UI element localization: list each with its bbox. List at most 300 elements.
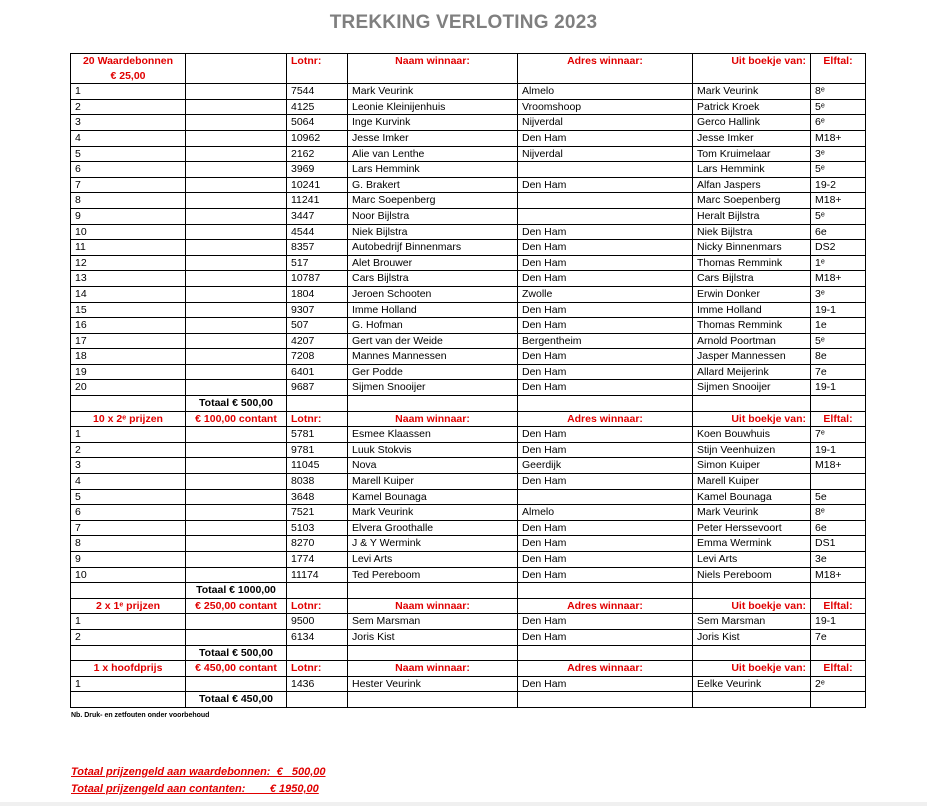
- cell-rank: 8: [71, 193, 186, 209]
- cell-lotnr: 3969: [287, 162, 348, 178]
- header-elftal: Elftal:: [811, 661, 866, 677]
- cell-booklet-owner: Simon Kuiper: [693, 458, 811, 474]
- cell-lotnr: 11045: [287, 458, 348, 474]
- cell-lotnr: 9500: [287, 614, 348, 630]
- table-row: [71, 333, 866, 349]
- cell-booklet-owner: Koen Bouwhuis: [693, 427, 811, 443]
- cell-empty: [693, 692, 811, 708]
- table-row: [71, 427, 866, 443]
- cell-winner-address: Almelo: [518, 84, 693, 100]
- cell-empty: [71, 583, 186, 599]
- cell-empty: [186, 458, 287, 474]
- cell-winner-address: Den Ham: [518, 318, 693, 334]
- cell-rank: 5: [71, 489, 186, 505]
- table-row: [71, 536, 866, 552]
- cell-empty: [186, 520, 287, 536]
- cell-empty: [693, 645, 811, 661]
- cell-booklet-owner: Jasper Mannessen: [693, 349, 811, 365]
- cell-winner-name: G. Hofman: [348, 318, 518, 334]
- cell-winner-address: Den Ham: [518, 536, 693, 552]
- cell-winner-name: Ger Podde: [348, 364, 518, 380]
- cell-winner-name: Gert van der Weide: [348, 333, 518, 349]
- section-total: Totaal € 500,00: [186, 645, 287, 661]
- cell-empty: [186, 676, 287, 692]
- cell-winner-name: Inge Kurvink: [348, 115, 518, 131]
- cell-booklet-owner: Allard Meijerink: [693, 364, 811, 380]
- cell-winner-name: Sem Marsman: [348, 614, 518, 630]
- cell-lotnr: 4125: [287, 99, 348, 115]
- cell-empty: [186, 427, 287, 443]
- cell-lotnr: 2162: [287, 146, 348, 162]
- cell-lotnr: 507: [287, 318, 348, 334]
- cell-rank: 4: [71, 474, 186, 490]
- cell-rank: 10: [71, 567, 186, 583]
- header-elftal: Elftal:: [811, 54, 866, 84]
- header-boekje: Uit boekje van:: [693, 54, 811, 84]
- table-row: [71, 520, 866, 536]
- cell-empty: [518, 645, 693, 661]
- cell-rank: 2: [71, 629, 186, 645]
- cell-rank: 7: [71, 520, 186, 536]
- cell-team: M18+: [811, 271, 866, 287]
- cell-winner-name: Imme Holland: [348, 302, 518, 318]
- cell-empty: [518, 692, 693, 708]
- header-boekje: Uit boekje van:: [693, 411, 811, 427]
- cell-booklet-owner: Mark Veurink: [693, 84, 811, 100]
- page-title: TREKKING VERLOTING 2023: [329, 12, 598, 33]
- cell-rank: 1: [71, 427, 186, 443]
- table-row: [71, 224, 866, 240]
- cell-booklet-owner: Arnold Poortman: [693, 333, 811, 349]
- cell-winner-address: [518, 162, 693, 178]
- table-row: [71, 364, 866, 380]
- cell-empty: [811, 645, 866, 661]
- header-elftal: Elftal:: [811, 598, 866, 614]
- cell-winner-name: Kamel Bounaga: [348, 489, 518, 505]
- cell-winner-name: Alie van Lenthe: [348, 146, 518, 162]
- cell-winner-name: Hester Veurink: [348, 676, 518, 692]
- cell-team: 5ᵉ: [811, 333, 866, 349]
- cell-winner-address: Geerdijk: [518, 458, 693, 474]
- cell-lotnr: 6401: [287, 364, 348, 380]
- cell-rank: 4: [71, 130, 186, 146]
- cell-lotnr: 8270: [287, 536, 348, 552]
- cell-lotnr: 7544: [287, 84, 348, 100]
- cell-team: 19-1: [811, 380, 866, 396]
- cell-empty: [186, 115, 287, 131]
- table-row: [71, 552, 866, 568]
- cell-winner-address: Den Ham: [518, 567, 693, 583]
- cell-lotnr: 5064: [287, 115, 348, 131]
- cell-lotnr: 10787: [287, 271, 348, 287]
- cell-team: 8ᵉ: [811, 505, 866, 521]
- cell-lotnr: 11241: [287, 193, 348, 209]
- cell-winner-name: Lars Hemmink: [348, 162, 518, 178]
- cell-empty: [186, 489, 287, 505]
- cell-empty: [186, 286, 287, 302]
- cell-empty: [186, 84, 287, 100]
- section-title: 2 x 1ᵉ prijzen: [95, 599, 161, 612]
- cell-empty: [186, 271, 287, 287]
- cell-lotnr: 3447: [287, 208, 348, 224]
- cell-lotnr: 6134: [287, 629, 348, 645]
- table-row: [71, 84, 866, 100]
- cell-empty: [348, 396, 518, 412]
- cell-booklet-owner: Marell Kuiper: [693, 474, 811, 490]
- cell-empty: [186, 349, 287, 365]
- section-label: [71, 598, 186, 614]
- cell-rank: 14: [71, 286, 186, 302]
- cell-booklet-owner: Marc Soepenberg: [693, 193, 811, 209]
- table-row: [71, 629, 866, 645]
- header-adres: Adres winnaar:: [518, 598, 693, 614]
- cell-team: 5ᵉ: [811, 162, 866, 178]
- cell-rank: 2: [71, 442, 186, 458]
- cell-team: M18+: [811, 458, 866, 474]
- cell-team: 1e: [811, 318, 866, 334]
- cell-winner-address: Vroomshoop: [518, 99, 693, 115]
- table-row: [71, 162, 866, 178]
- table-row: [71, 193, 866, 209]
- cell-booklet-owner: Niek Bijlstra: [693, 224, 811, 240]
- section-amount: [186, 54, 287, 84]
- section-total-row: [71, 645, 866, 661]
- cell-booklet-owner: Gerco Hallink: [693, 115, 811, 131]
- cell-empty: [811, 396, 866, 412]
- cell-winner-name: Mark Veurink: [348, 505, 518, 521]
- cell-booklet-owner: Nicky Binnenmars: [693, 240, 811, 256]
- cell-rank: 19: [71, 364, 186, 380]
- cell-winner-address: Den Ham: [518, 676, 693, 692]
- cell-winner-name: Mannes Mannessen: [348, 349, 518, 365]
- cell-empty: [186, 146, 287, 162]
- cell-team: DS1: [811, 536, 866, 552]
- disclaimer-note: Nb. Druk- en zetfouten onder voorbehoud: [71, 712, 210, 719]
- cell-lotnr: 8357: [287, 240, 348, 256]
- cell-winner-name: Autobedrijf Binnenmars: [348, 240, 518, 256]
- cell-winner-address: Den Ham: [518, 474, 693, 490]
- header-lotnr: Lotnr:: [287, 661, 348, 677]
- table-row: [71, 474, 866, 490]
- table-row: [71, 349, 866, 365]
- cell-lotnr: 4544: [287, 224, 348, 240]
- cell-winner-address: Den Ham: [518, 380, 693, 396]
- cell-booklet-owner: Levi Arts: [693, 552, 811, 568]
- bottom-edge: [0, 802, 927, 806]
- cell-winner-address: Den Ham: [518, 255, 693, 271]
- cell-empty: [186, 162, 287, 178]
- cell-winner-name: Jesse Imker: [348, 130, 518, 146]
- cell-winner-address: Den Ham: [518, 520, 693, 536]
- cell-team: 3ᵉ: [811, 286, 866, 302]
- cell-rank: 1: [71, 676, 186, 692]
- cell-rank: 9: [71, 552, 186, 568]
- cell-team: 3ᵉ: [811, 146, 866, 162]
- section-title: 10 x 2ᵉ prijzen: [93, 412, 163, 425]
- section-title: 20 Waardebonnen: [82, 55, 174, 67]
- section-label: [71, 54, 186, 84]
- cell-lotnr: 10241: [287, 177, 348, 193]
- table-row: [71, 458, 866, 474]
- header-naam: Naam winnaar:: [348, 54, 518, 84]
- cell-team: M18+: [811, 567, 866, 583]
- cell-winner-address: Den Ham: [518, 302, 693, 318]
- cell-rank: 7: [71, 177, 186, 193]
- cell-winner-address: Nijverdal: [518, 146, 693, 162]
- cell-winner-address: Den Ham: [518, 364, 693, 380]
- cell-lotnr: 5103: [287, 520, 348, 536]
- cell-team: 5ᵉ: [811, 208, 866, 224]
- table-row: [71, 115, 866, 131]
- cell-rank: 8: [71, 536, 186, 552]
- cell-team: M18+: [811, 130, 866, 146]
- cell-team: 2ᵉ: [811, 676, 866, 692]
- cell-empty: [186, 505, 287, 521]
- cell-winner-address: Den Ham: [518, 271, 693, 287]
- cell-empty: [811, 583, 866, 599]
- cell-empty: [186, 629, 287, 645]
- cell-lotnr: 9307: [287, 302, 348, 318]
- cell-team: 7ᵉ: [811, 427, 866, 443]
- cell-empty: [186, 442, 287, 458]
- cell-winner-address: Den Ham: [518, 240, 693, 256]
- cell-empty: [186, 130, 287, 146]
- table-row: [71, 442, 866, 458]
- cell-team: 19-1: [811, 614, 866, 630]
- cell-winner-name: Leonie Kleinijenhuis: [348, 99, 518, 115]
- section-total-row: [71, 692, 866, 708]
- header-lotnr: Lotnr:: [287, 598, 348, 614]
- cell-winner-address: Den Ham: [518, 614, 693, 630]
- cell-booklet-owner: Stijn Veenhuizen: [693, 442, 811, 458]
- section-total-row: [71, 583, 866, 599]
- cell-booklet-owner: Jesse Imker: [693, 130, 811, 146]
- cell-empty: [186, 552, 287, 568]
- cell-empty: [186, 614, 287, 630]
- cell-booklet-owner: Cars Bijlstra: [693, 271, 811, 287]
- header-adres: Adres winnaar:: [518, 411, 693, 427]
- table-row: [71, 676, 866, 692]
- header-naam: Naam winnaar:: [348, 661, 518, 677]
- cell-rank: 18: [71, 349, 186, 365]
- header-adres: Adres winnaar:: [518, 54, 693, 84]
- cell-booklet-owner: Sem Marsman: [693, 614, 811, 630]
- section-header-row: [71, 54, 866, 84]
- cell-booklet-owner: Kamel Bounaga: [693, 489, 811, 505]
- cell-team: 19-2: [811, 177, 866, 193]
- cell-team: 3e: [811, 552, 866, 568]
- cell-rank: 2: [71, 99, 186, 115]
- table-row: [71, 302, 866, 318]
- cell-winner-name: Marc Soepenberg: [348, 193, 518, 209]
- cell-empty: [186, 240, 287, 256]
- cell-empty: [186, 333, 287, 349]
- footer-total-vouchers: Totaal prijzengeld aan waardebonnen: € 500,00: [71, 766, 326, 778]
- cell-winner-name: Marell Kuiper: [348, 474, 518, 490]
- cell-lotnr: 4207: [287, 333, 348, 349]
- cell-empty: [186, 474, 287, 490]
- cell-rank: 9: [71, 208, 186, 224]
- cell-team: 1ᵉ: [811, 255, 866, 271]
- table-row: [71, 208, 866, 224]
- table-row: [71, 489, 866, 505]
- table-row: [71, 567, 866, 583]
- cell-lotnr: 1774: [287, 552, 348, 568]
- cell-empty: [518, 396, 693, 412]
- section-label: [71, 411, 186, 427]
- cell-winner-address: Den Ham: [518, 130, 693, 146]
- cell-team: M18+: [811, 193, 866, 209]
- cell-rank: 20: [71, 380, 186, 396]
- cell-winner-address: Den Ham: [518, 349, 693, 365]
- table-row: [71, 614, 866, 630]
- section-total: Totaal € 500,00: [186, 396, 287, 412]
- section-total: Totaal € 450,00: [186, 692, 287, 708]
- cell-team: 5ᵉ: [811, 99, 866, 115]
- cell-empty: [186, 318, 287, 334]
- cell-winner-name: J & Y Wermink: [348, 536, 518, 552]
- section-total: Totaal € 1000,00: [186, 583, 287, 599]
- cell-booklet-owner: Heralt Bijlstra: [693, 208, 811, 224]
- section-header-row: [71, 598, 866, 614]
- cell-empty: [186, 364, 287, 380]
- table-row: [71, 271, 866, 287]
- cell-booklet-owner: Mark Veurink: [693, 505, 811, 521]
- cell-winner-address: [518, 208, 693, 224]
- section-title: 1 x hoofdprijs: [93, 662, 163, 675]
- cell-winner-name: Elvera Groothalle: [348, 520, 518, 536]
- cell-booklet-owner: Patrick Kroek: [693, 99, 811, 115]
- cell-booklet-owner: Emma Wermink: [693, 536, 811, 552]
- header-lotnr: Lotnr:: [287, 54, 348, 84]
- cell-team: 7e: [811, 629, 866, 645]
- header-adres: Adres winnaar:: [518, 661, 693, 677]
- results-table: [70, 53, 866, 708]
- cell-winner-name: Joris Kist: [348, 629, 518, 645]
- cell-empty: [186, 177, 287, 193]
- table-row: [71, 240, 866, 256]
- cell-empty: [186, 224, 287, 240]
- section-total-row: [71, 396, 866, 412]
- cell-booklet-owner: Eelke Veurink: [693, 676, 811, 692]
- cell-lotnr: 11174: [287, 567, 348, 583]
- cell-rank: 12: [71, 255, 186, 271]
- cell-lotnr: 7521: [287, 505, 348, 521]
- cell-lotnr: 7208: [287, 349, 348, 365]
- cell-winner-name: Noor Bijlstra: [348, 208, 518, 224]
- table-row: [71, 380, 866, 396]
- section-value: € 25,00: [110, 69, 146, 82]
- cell-winner-name: Nova: [348, 458, 518, 474]
- header-naam: Naam winnaar:: [348, 411, 518, 427]
- cell-booklet-owner: Tom Kruimelaar: [693, 146, 811, 162]
- cell-winner-name: Levi Arts: [348, 552, 518, 568]
- cell-winner-name: Jeroen Schooten: [348, 286, 518, 302]
- cell-empty: [186, 380, 287, 396]
- cell-rank: 5: [71, 146, 186, 162]
- cell-rank: 1: [71, 614, 186, 630]
- cell-winner-name: Esmee Klaassen: [348, 427, 518, 443]
- cell-winner-address: Den Ham: [518, 224, 693, 240]
- cell-rank: 16: [71, 318, 186, 334]
- cell-team: 6e: [811, 520, 866, 536]
- cell-booklet-owner: Peter Herssevoort: [693, 520, 811, 536]
- cell-rank: 17: [71, 333, 186, 349]
- cell-empty: [518, 583, 693, 599]
- cell-booklet-owner: Erwin Donker: [693, 286, 811, 302]
- cell-empty: [287, 645, 348, 661]
- cell-lotnr: 10962: [287, 130, 348, 146]
- cell-booklet-owner: Lars Hemmink: [693, 162, 811, 178]
- cell-team: 7e: [811, 364, 866, 380]
- cell-winner-name: G. Brakert: [348, 177, 518, 193]
- cell-winner-address: Den Ham: [518, 427, 693, 443]
- cell-winner-name: Alet Brouwer: [348, 255, 518, 271]
- cell-empty: [186, 208, 287, 224]
- cell-team: 6e: [811, 224, 866, 240]
- cell-winner-name: Mark Veurink: [348, 84, 518, 100]
- cell-rank: 3: [71, 115, 186, 131]
- cell-lotnr: 1804: [287, 286, 348, 302]
- cell-empty: [693, 396, 811, 412]
- cell-empty: [186, 193, 287, 209]
- cell-lotnr: 5781: [287, 427, 348, 443]
- cell-lotnr: 9781: [287, 442, 348, 458]
- cell-team: 8e: [811, 349, 866, 365]
- cell-empty: [71, 645, 186, 661]
- header-lotnr: Lotnr:: [287, 411, 348, 427]
- cell-team: 8ᵉ: [811, 84, 866, 100]
- table-row: [71, 130, 866, 146]
- cell-empty: [811, 692, 866, 708]
- cell-winner-address: Den Ham: [518, 552, 693, 568]
- table-row: [71, 505, 866, 521]
- table-row: [71, 177, 866, 193]
- cell-booklet-owner: Niels Pereboom: [693, 567, 811, 583]
- cell-winner-address: Den Ham: [518, 177, 693, 193]
- header-naam: Naam winnaar:: [348, 598, 518, 614]
- cell-empty: [186, 567, 287, 583]
- cell-rank: 10: [71, 224, 186, 240]
- table-row: [71, 286, 866, 302]
- table-row: [71, 146, 866, 162]
- cell-winner-address: Almelo: [518, 505, 693, 521]
- section-header-row: [71, 411, 866, 427]
- cell-winner-name: Niek Bijlstra: [348, 224, 518, 240]
- cell-rank: 1: [71, 84, 186, 100]
- cell-empty: [287, 396, 348, 412]
- table-row: [71, 318, 866, 334]
- cell-empty: [287, 692, 348, 708]
- cell-team: 5e: [811, 489, 866, 505]
- section-amount: € 250,00 contant: [186, 598, 287, 614]
- cell-rank: 15: [71, 302, 186, 318]
- section-amount: € 450,00 contant: [186, 661, 287, 677]
- cell-booklet-owner: Thomas Remmink: [693, 318, 811, 334]
- cell-lotnr: 1436: [287, 676, 348, 692]
- cell-rank: 6: [71, 505, 186, 521]
- cell-team: DS2: [811, 240, 866, 256]
- cell-lotnr: 9687: [287, 380, 348, 396]
- cell-empty: [186, 302, 287, 318]
- cell-rank: 11: [71, 240, 186, 256]
- cell-winner-name: Ted Pereboom: [348, 567, 518, 583]
- cell-empty: [693, 583, 811, 599]
- cell-booklet-owner: Thomas Remmink: [693, 255, 811, 271]
- cell-empty: [186, 536, 287, 552]
- cell-winner-name: Cars Bijlstra: [348, 271, 518, 287]
- footer-total-cash: Totaal prijzengeld aan contanten: € 1950,00: [71, 783, 319, 795]
